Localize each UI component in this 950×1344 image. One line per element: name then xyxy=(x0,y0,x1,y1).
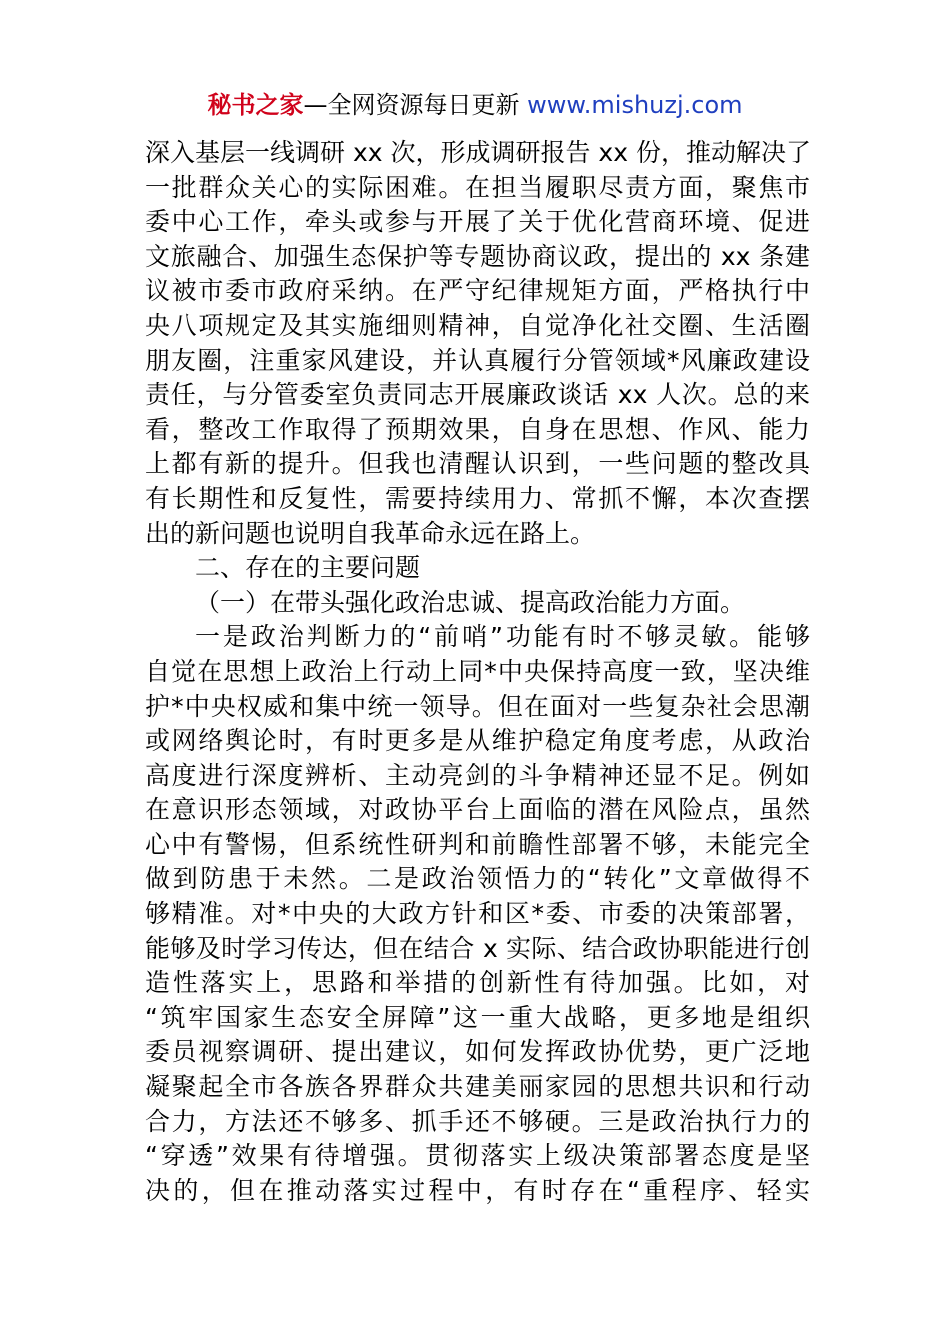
subsection-heading: （一）在带头强化政治忠诚、提高政治能力方面。 xyxy=(195,587,746,617)
text-line: 议被市委市政府采纳。在严守纪律规矩方面，严格执行中 xyxy=(145,276,810,306)
text-line: 能够及时学习传达，但在结合 x 实际、结合政协职能进行创 xyxy=(145,933,810,963)
page-header xyxy=(0,88,950,122)
text-line: 看，整改工作取得了预期效果，自身在思想、作风、能力 xyxy=(145,414,810,444)
section-heading: 二、存在的主要问题 xyxy=(195,553,421,583)
text-line: 自觉在思想上政治上行动上同*中央保持高度一致，坚决维 xyxy=(145,656,810,686)
site-tagline: —全网资源每日更新 xyxy=(303,91,528,119)
text-line: 朋友圈，注重家风建设，并认真履行分管领域*风廉政建设 xyxy=(145,345,810,375)
text-line: 决的，但在推动落实过程中，有时存在“重程序、轻实 xyxy=(145,1175,810,1205)
text-line: 文旅融合、加强生态保护等专题协商议政，提出的 xx 条建 xyxy=(145,241,810,271)
text-line: “穿透”效果有待增强。贯彻落实上级决策部署态度是坚 xyxy=(145,1141,810,1171)
text-line: 上都有新的提升。但我也清醒认识到，一些问题的整改具 xyxy=(145,449,810,479)
text-line: 心中有警惕，但系统性研判和前瞻性部署不够，未能完全 xyxy=(145,829,810,859)
text-line: 在意识形态领域，对政协平台上面临的潜在风险点，虽然 xyxy=(145,795,810,825)
site-url-link[interactable]: www.mishuzj.com xyxy=(527,91,743,119)
text-line: 造性落实上，思路和举措的创新性有待加强。比如，对 xyxy=(145,968,810,998)
text-line: 一是政治判断力的“前哨”功能有时不够灵敏。能够 xyxy=(195,622,810,652)
text-line: 护*中央权威和集中统一领导。但在面对一些复杂社会思潮 xyxy=(145,691,810,721)
text-line: 够精准。对*中央的大政方针和区*委、市委的决策部署， xyxy=(145,899,810,929)
text-line: 深入基层一线调研 xx 次，形成调研报告 xx 份，推动解决了 xyxy=(145,138,811,167)
document-body xyxy=(145,136,810,1208)
text-line: 出的新问题也说明自我革命永远在路上。 xyxy=(145,518,596,548)
text-line: 责任，与分管委室负责同志开展廉政谈话 xx 人次。总的来 xyxy=(145,380,810,410)
text-line: 央八项规定及其实施细则精神，自觉净化社交圈、生活圈 xyxy=(145,310,810,340)
text-line: 高度进行深度辨析、主动亮剑的斗争精神还显不足。例如 xyxy=(145,760,810,790)
text-line: 或网络舆论时，有时更多是从维护稳定角度考虑，从政治 xyxy=(145,726,810,756)
site-brand: 秘书之家 xyxy=(207,91,304,119)
text-line: 委员视察调研、提出建议，如何发挥政协优势，更广泛地 xyxy=(145,1037,810,1067)
text-line: “筑牢国家生态安全屏障”这一重大战略，更多地是组织 xyxy=(145,1002,810,1032)
text-line: 一批群众关心的实际困难。在担当履职尽责方面，聚焦市 xyxy=(145,172,810,202)
text-line: 有长期性和反复性，需要持续用力、常抓不懈，本次查摆 xyxy=(145,483,810,513)
text-line: 做到防患于未然。二是政治领悟力的“转化”文章做得不 xyxy=(145,864,810,894)
text-line: 合力，方法还不够多、抓手还不够硬。三是政治执行力的 xyxy=(145,1106,810,1136)
text-line: 委中心工作，牵头或参与开展了关于优化营商环境、促进 xyxy=(145,207,810,237)
text-line: 凝聚起全市各族各界群众共建美丽家园的思想共识和行动 xyxy=(145,1072,810,1102)
